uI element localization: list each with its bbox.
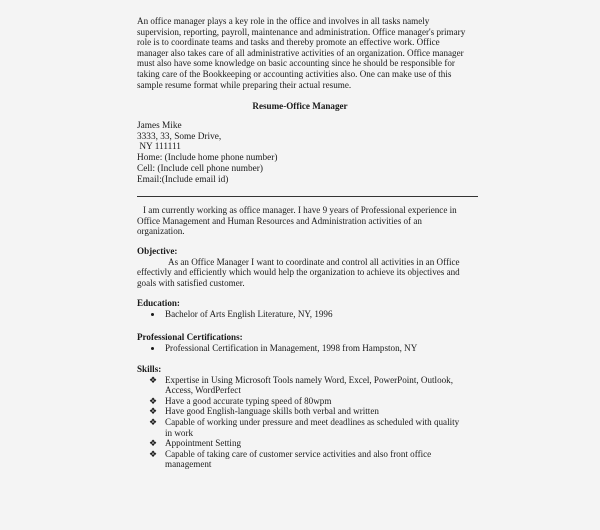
education-item (137, 309, 467, 320)
contact-cell-phone: Cell: (Include cell phone number) (137, 163, 263, 174)
skill-item-text: Capable of taking care of customer service activities and also front office management (165, 448, 432, 470)
contact-address-line2: NY 111111 (137, 142, 181, 153)
certifications-list (137, 343, 467, 354)
skill-item-text: Have a good accurate typing speed of 80wpm (165, 395, 332, 406)
diamond-bullet-icon: ❖ (149, 438, 158, 449)
contact-name: James Mike (137, 121, 182, 131)
education-list (137, 309, 467, 320)
skill-item (137, 417, 467, 438)
contact-block (137, 121, 467, 185)
bullet-icon (151, 347, 154, 350)
resume-title: Resume-Office Manager (252, 101, 348, 111)
skills-heading: Skills: (137, 364, 162, 374)
skill-item-text: Appointment Setting (165, 438, 242, 449)
skill-item (137, 406, 467, 417)
skill-item-text: Have good English-language skills both verbal and written (165, 406, 379, 417)
diamond-bullet-icon: ❖ (149, 416, 158, 427)
certification-item (137, 343, 467, 354)
skill-item-text: Capable of working under pressure and meet deadlines as scheduled with quality in work (165, 416, 460, 438)
skill-item (137, 375, 467, 396)
skill-item-text: Expertise in Using Microsoft Tools namely Word, Excel, PowerPoint, Outlook, Access, WordPerfect (165, 374, 454, 396)
diamond-bullet-icon: ❖ (149, 395, 158, 406)
diamond-bullet-icon: ❖ (149, 374, 158, 385)
skills-section (137, 364, 467, 470)
diamond-bullet-icon: ❖ (149, 406, 158, 417)
divider-line (137, 196, 478, 197)
skills-list (137, 375, 467, 470)
objective-heading: Objective: (137, 246, 178, 256)
objective-section (137, 246, 467, 288)
skill-item (137, 449, 467, 470)
certifications-heading: Professional Certifications: (137, 332, 243, 342)
diamond-bullet-icon: ❖ (149, 448, 158, 459)
certification-item-text: Professional Certification in Management, 1998 from Hampston, NY (165, 342, 418, 353)
objective-text: As an Office Manager I want to coordinate and control all activities in an Office effectivly and efficiently which would help the organization to achieve its objectives and goals with satisfied customer. (137, 256, 460, 288)
skill-item (137, 396, 467, 407)
summary-paragraph: I am currently working as office manager. I have 9 years of Professional experience in Office Management and Human Resources and Administration activities of an organization. (137, 205, 457, 237)
intro-paragraph: An office manager plays a key role in the office and involves in all tasks namely supervision, reporting, payroll, maintenance and administration. Office manager's primary role is to coordinate teams and tasks and thereby promote an effective work. Office manager also takes care of all administrative activities of an organization. Office manager must also have some knowledge on basic accounting since he should be responsible for taking care of the Bookkeeping or accounting activities also. One can make use of this sample resume format while preparing their actual resume. (137, 16, 466, 90)
bullet-icon (151, 313, 154, 316)
contact-email: Email:(Include email id) (137, 174, 229, 185)
education-section (137, 298, 467, 319)
education-item-text: Bachelor of Arts English Literature, NY, 1996 (165, 308, 333, 319)
contact-home-phone: Home: (Include home phone number) (137, 153, 278, 164)
contact-address-line1: 3333, 33, Some Drive, (137, 131, 222, 142)
skill-item (137, 438, 467, 449)
certifications-section (137, 332, 467, 353)
education-heading: Education: (137, 298, 180, 308)
